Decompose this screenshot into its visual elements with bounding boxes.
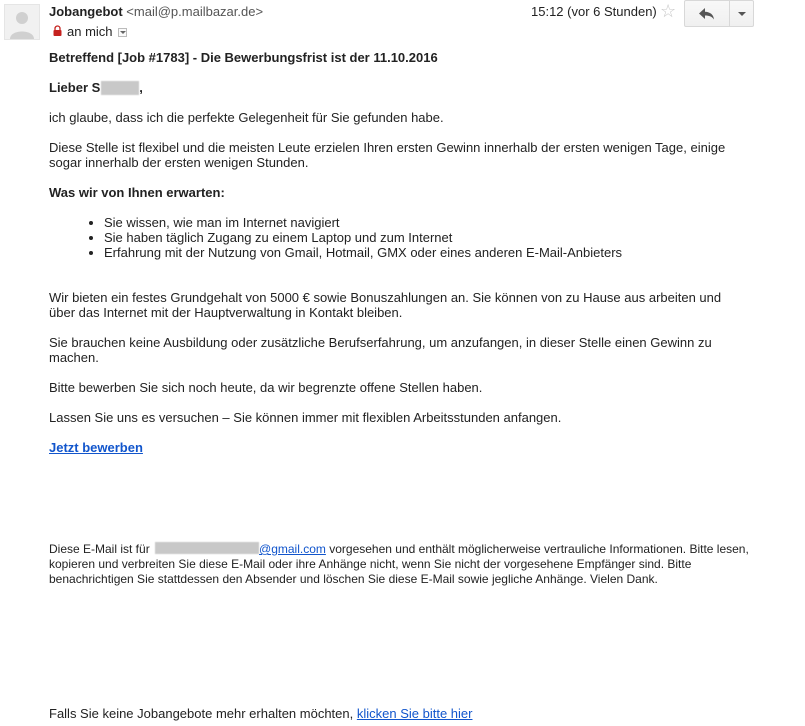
unsubscribe-text: Falls Sie keine Jobangebote mehr erhalten möchten, (49, 706, 357, 721)
training-paragraph: Sie brauchen keine Ausbildung oder zusätzliche Berufserfahrung, um anzufangen, in dieser Stelle einen Gewinn zu machen. (49, 335, 712, 365)
avatar-icon (5, 5, 39, 39)
sender-name[interactable]: Jobangebot (49, 4, 123, 19)
lock-icon (53, 24, 62, 40)
message-body (49, 50, 749, 455)
sender-avatar[interactable] (4, 4, 40, 40)
reply-button[interactable] (684, 0, 730, 27)
apply-paragraph: Bitte bewerben Sie sich noch heute, da wir begrenzte offene Stellen haben. (49, 380, 483, 395)
greeting-text: Lieber S (49, 80, 101, 95)
sender-line (49, 4, 263, 20)
recipient-details-toggle[interactable] (118, 28, 127, 37)
chevron-down-icon (738, 12, 746, 16)
requirements-heading: Was wir von Ihnen erwarten: (49, 185, 225, 200)
unsubscribe-line (49, 706, 472, 722)
apply-link[interactable]: Jetzt bewerben (49, 440, 143, 455)
try-paragraph: Lassen Sie uns es versuchen – Sie können immer mit flexiblen Arbeitsstunden anfangen. (49, 410, 562, 425)
star-icon[interactable]: ☆ (660, 1, 677, 21)
list-item: • Erfahrung mit der Nutzung von Gmail, Hotmail, GMX oder eines anderen E-Mail-Anbieters (104, 245, 749, 260)
unsubscribe-link[interactable]: klicken Sie bitte hier (356, 706, 473, 721)
disclaimer-text: vorgesehen und enthält möglicherweise vertrauliche Informationen. Bitte lesen, kopieren und verbreiten Sie diese E-Mail oder ihre Anhänge nicht, wenn Sie nicht der vorgesehene Empfänger sind. Bitte benachrichtigen Sie stattdessen den Absender und löschen Sie diese E-Mail sowie jegliche Anhänge. Vielen Dank. (49, 542, 749, 586)
recipient-line (53, 24, 127, 40)
more-actions-button[interactable] (730, 0, 754, 27)
offer-paragraph: Wir bieten ein festes Grundgehalt von 5000 € sowie Bonuszahlungen an. Sie können von zu Hause aus arbeiten und über das Internet mit der Hauptverwaltung in Kontakt bleiben. (49, 290, 722, 320)
list-item: • Sie wissen, wie man im Internet navigiert (104, 215, 749, 230)
recipient-email-link[interactable]: @gmail.com (259, 542, 326, 556)
redacted-name (101, 81, 139, 95)
redacted-email (155, 542, 259, 554)
intro-paragraph: ich glaube, dass ich die perfekte Gelegenheit für Sie gefunden habe. (49, 110, 444, 125)
message-subject: Betreffend [Job #1783] - Die Bewerbungsfrist ist der 11.10.2016 (49, 50, 438, 65)
description-paragraph: Diese Stelle ist flexibel und die meisten Leute erzielen Ihren ersten Gewinn innerhalb der ersten wenigen Tage, einige sogar innerhalb der ersten wenigen Stunden. (49, 140, 726, 170)
reply-icon (699, 8, 715, 20)
greeting-comma: , (139, 80, 143, 95)
message-actions (684, 0, 754, 27)
disclaimer-intro: Diese E-Mail ist für (49, 542, 150, 556)
greeting (49, 80, 749, 95)
list-item: • Sie haben täglich Zugang zu einem Laptop und zum Internet (104, 230, 749, 245)
disclaimer (49, 542, 749, 587)
message-time: 15:12 (vor 6 Stunden) (531, 4, 657, 19)
recipient-label: an mich (67, 24, 113, 39)
requirements-list (49, 215, 749, 260)
sender-email: <mail@p.mailbazar.de> (126, 4, 264, 19)
